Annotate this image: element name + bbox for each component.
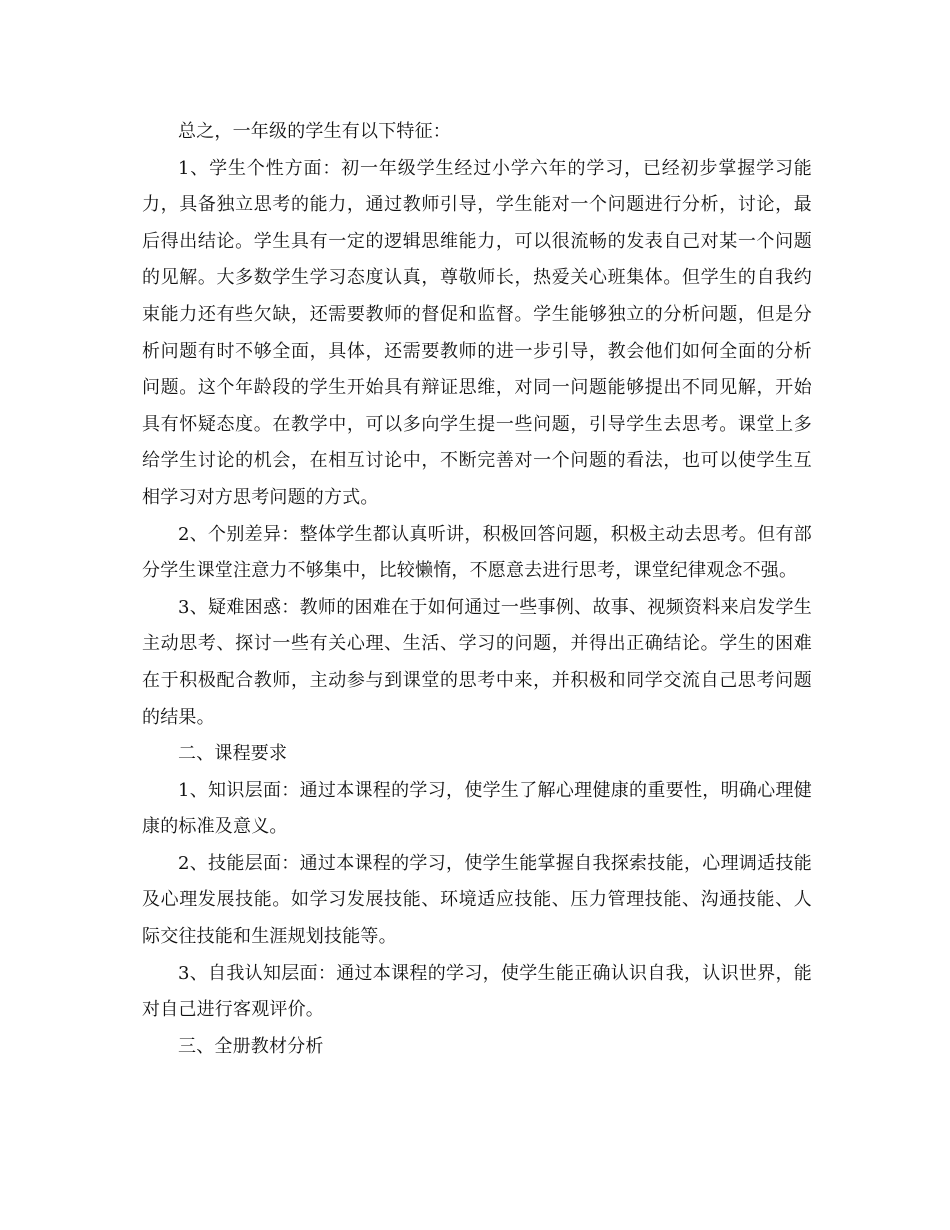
paragraph-individual-differences: 2、个别差异：整体学生都认真听讲，积极回答问题，积极主动去思考。但有部分学生课堂注意力不够集中，比较懒惰，不愿意去进行思考，课堂纪律观念不强。: [142, 523, 812, 582]
document-body: [142, 114, 812, 1065]
paragraph-skill-level: 2、技能层面：通过本课程的学习，使学生能掌握自我探索技能，心理调适技能及心理发展技能。如学习发展技能、环境适应技能、压力管理技能、沟通技能、人际交往技能和生涯规划技能等。: [142, 852, 812, 948]
paragraph-knowledge-level: 1、知识层面：通过本课程的学习，使学生了解心理健康的重要性，明确心理健康的标准及意义。: [142, 779, 812, 838]
paragraph-difficulties: 3、疑难困惑：教师的困难在于如何通过一些事例、故事、视频资料来启发学生主动思考、探讨一些有关心理、生活、学习的问题，并得出正确结论。学生的困难在于积极配合教师，主动参与到课堂的思考中来，并积极和同学交流自己思考问题的结果。: [142, 596, 812, 728]
paragraph-student-personality: 1、学生个性方面：初一年级学生经过小学六年的学习，已经初步掌握学习能力，具备独立思考的能力，通过教师引导，学生能对一个问题进行分析，讨论，最后得出结论。学生具有一定的逻辑思维能力，可以很流畅的发表自己对某一个问题的见解。大多数学生学习态度认真，尊敬师长，热爱关心班集体。但学生的自我约束能力还有些欠缺，还需要教师的督促和监督。学生能够独立的分析问题，但是分析问题有时不够全面，具体，还需要教师的进一步引导，教会他们如何全面的分析问题。这个年龄段的学生开始具有辩证思维，对同一问题能够提出不同见解，开始具有怀疑态度。在教学中，可以多向学生提一些问题，引导学生去思考。课堂上多给学生讨论的机会，在相互讨论中，不断完善对一个问题的看法，也可以使学生互相学习对方思考问题的方式。: [142, 157, 812, 508]
paragraph-self-cognition-level: 3、自我认知层面：通过本课程的学习，使学生能正确认识自我，认识世界，能对自己进行客观评价。: [142, 962, 812, 1021]
section-heading-course-requirements: 二、课程要求: [178, 743, 288, 765]
paragraph-summary-intro: 总之，一年级的学生有以下特征：: [178, 121, 451, 142]
section-heading-textbook-analysis: 三、全册教材分析: [178, 1035, 324, 1057]
